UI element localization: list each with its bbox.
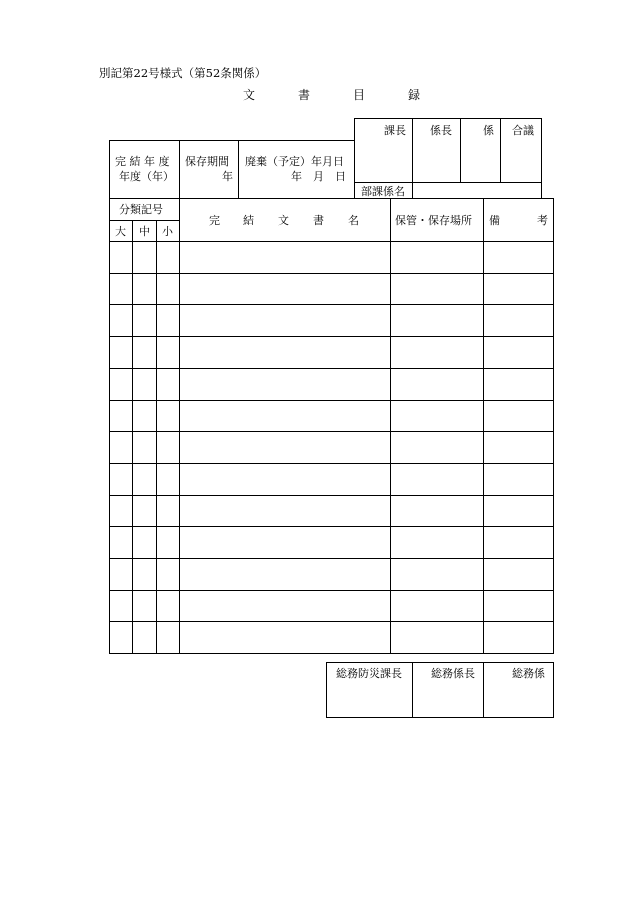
remarks-char-1: 備: [489, 214, 500, 227]
approval-kakari-label: 係: [483, 124, 494, 137]
soumu-kakari-label: 総務係: [512, 667, 545, 680]
title-char-3: 目: [353, 88, 366, 102]
table-row: [109, 304, 554, 305]
form-reference: 別記第22号様式（第52条関係）: [99, 66, 267, 80]
table-row: [109, 273, 554, 274]
document-name-char-2: 結: [243, 214, 254, 227]
table-row: [109, 431, 554, 432]
table-row: [109, 590, 554, 591]
document-name-char-3: 文: [278, 214, 289, 227]
title-char-2: 書: [298, 88, 311, 102]
table-row: [109, 463, 554, 464]
soumu-kakaricho-label: 総務係長: [431, 667, 475, 680]
completion-year-unit: 年度（年）: [119, 170, 174, 183]
approval-kakaricho-label: 係長: [430, 124, 452, 137]
table-row: [109, 526, 554, 527]
title-char-1: 文: [243, 88, 256, 102]
table-header-bottom-line: [109, 241, 554, 242]
class-sho-header: 小: [162, 225, 173, 238]
table-row: [109, 621, 554, 622]
table-row: [109, 368, 554, 369]
document-name-char-5: 名: [348, 214, 359, 227]
table-row: [109, 558, 554, 559]
document-name-char-4: 書: [313, 214, 324, 227]
document-name-char-1: 完: [209, 214, 220, 227]
dept-name-label: 部課係名: [361, 185, 405, 198]
title-char-4: 録: [408, 88, 421, 102]
table-row: [109, 400, 554, 401]
table-row: [109, 336, 554, 337]
approval-kacho-label: 課長: [384, 124, 406, 137]
disposal-date-unit: 年 月 日: [291, 170, 346, 183]
retention-period-unit: 年: [222, 170, 233, 183]
remarks-char-2: 考: [537, 214, 548, 227]
approval-gogi-label: 合議: [512, 124, 534, 137]
soumu-bousai-kacho-label: 総務防災課長: [336, 667, 402, 680]
classification-code-header: 分類記号: [119, 203, 163, 216]
disposal-date-label: 廃棄（予定）年月日: [245, 155, 344, 168]
class-chu-header: 中: [139, 225, 150, 238]
table-row: [109, 495, 554, 496]
storage-location-header: 保管・保存場所: [395, 214, 472, 227]
table-row: [109, 653, 554, 654]
class-dai-header: 大: [115, 225, 126, 238]
retention-period-label: 保存期間: [185, 155, 229, 168]
completion-year-label: 完 結 年 度: [115, 155, 170, 168]
